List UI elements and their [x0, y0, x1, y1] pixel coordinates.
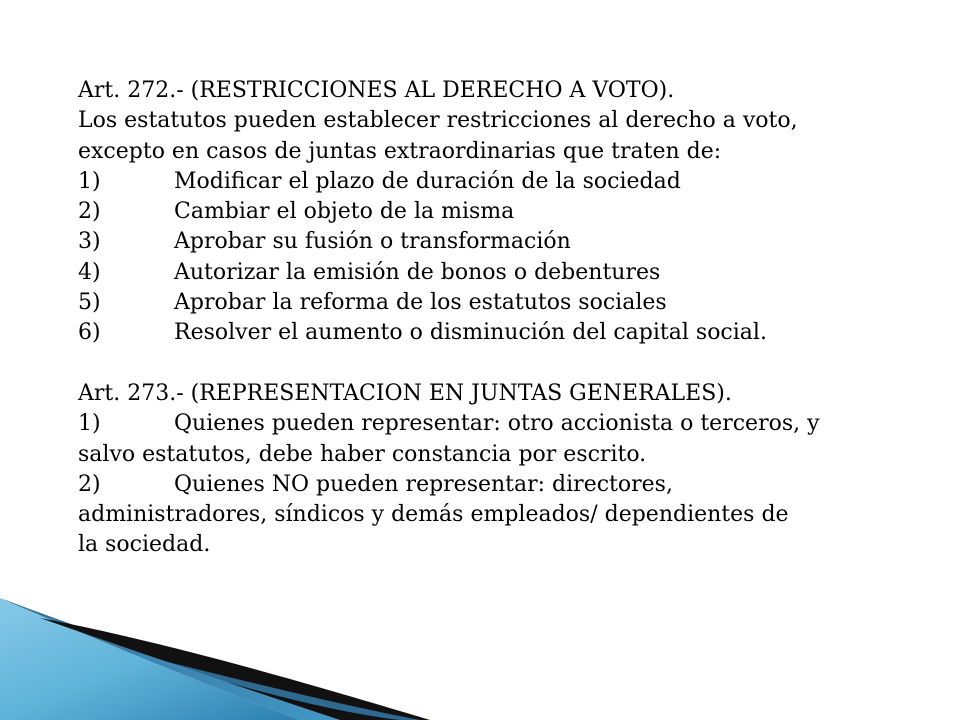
item-text: Quienes NO pueden representar: directores,	[174, 471, 673, 497]
article-272-item-6	[78, 318, 948, 348]
item-number: 3)	[78, 229, 101, 255]
item-text: Aprobar la reforma de los estatutos sociales	[174, 290, 667, 316]
item-number: 1)	[78, 168, 101, 194]
article-273-item-1-continuation: salvo estatutos, debe haber constancia por escrito.	[78, 441, 647, 467]
article-272-item-1	[78, 167, 948, 197]
black-band-shape	[40, 618, 430, 720]
item-text: Autorizar la emisión de bonos o debentures	[174, 259, 661, 285]
article-272-item-3	[78, 227, 948, 257]
blue-thin-band-shape	[120, 650, 420, 720]
dark-blue-band-shape	[0, 598, 340, 720]
article-272-item-2	[78, 197, 948, 227]
item-text: Aprobar su fusión o transformación	[174, 229, 571, 255]
item-number: 4)	[78, 259, 101, 285]
item-text: Cambiar el objeto de la misma	[174, 199, 515, 225]
article-273-item-2-continuation: administradores, síndicos y demás empleados/ dependientes de	[78, 502, 789, 528]
article-272-item-4	[78, 258, 948, 288]
article-273-item-2	[78, 470, 948, 500]
article-273-item-2-continuation-2: la sociedad.	[78, 532, 211, 558]
item-number: 6)	[78, 320, 101, 346]
article-272-intro-line-2: excepto en casos de juntas extraordinarias que traten de:	[78, 138, 722, 164]
item-number: 2)	[78, 471, 101, 497]
item-number: 1)	[78, 411, 101, 437]
item-text: Resolver el aumento o disminución del capital social.	[174, 320, 767, 346]
slide-body-text	[78, 76, 948, 561]
article-272-title: Art. 272.- (RESTRICCIONES AL DERECHO A VOTO).	[78, 78, 675, 103]
item-text: Quienes pueden representar: otro accionista o terceros, y	[174, 411, 820, 437]
item-number: 5)	[78, 290, 101, 316]
article-273-title: Art. 273.- (REPRESENTACION EN JUNTAS GENERALES).	[78, 380, 732, 406]
article-272-item-5	[78, 288, 948, 318]
item-number: 2)	[78, 199, 101, 225]
item-text: Modificar el plazo de duración de la sociedad	[174, 168, 681, 194]
blue-wedge-shape	[0, 598, 300, 720]
article-273-item-1	[78, 409, 948, 439]
article-272-intro-line-1: Los estatutos pueden establecer restricciones al derecho a voto,	[78, 108, 798, 134]
paragraph-spacer	[78, 349, 948, 379]
